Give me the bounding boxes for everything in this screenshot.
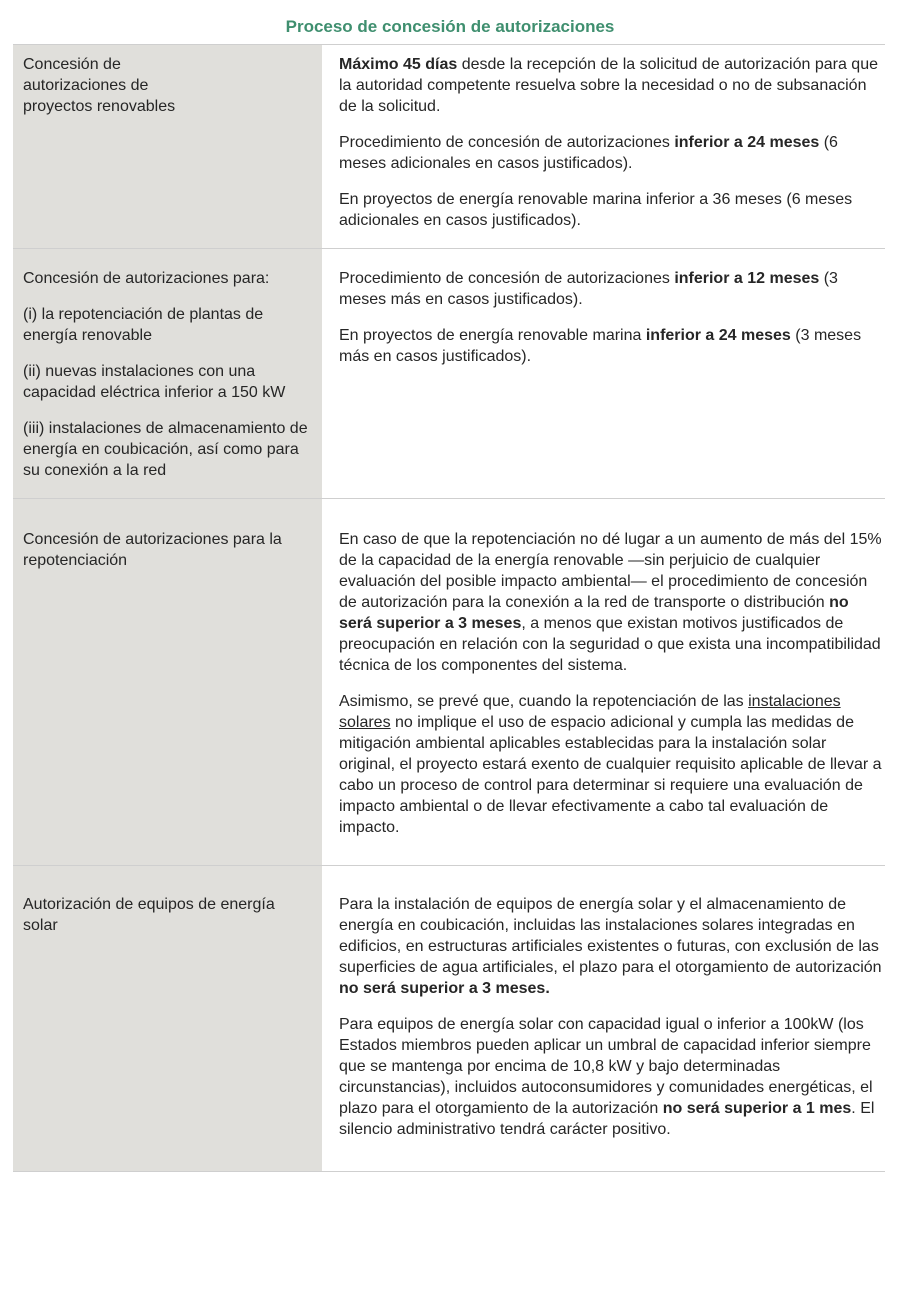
bold-text: no será superior a 1 mes	[662, 1100, 852, 1117]
detail-paragraph	[339, 132, 885, 174]
text: En proyectos de energía renovable marina inferior a 36 meses (6 meses adicionales en casos justificados).	[339, 191, 853, 229]
row-label: Concesión de	[23, 56, 121, 73]
page-title: Proceso de concesión de autorizaciones	[285, 17, 615, 36]
detail-paragraph	[339, 1014, 885, 1140]
bold-text: no será superior a 3 meses	[339, 594, 849, 632]
detail-paragraph	[339, 54, 885, 117]
row-label: Concesión de autorizaciones para:	[23, 270, 270, 287]
text: Procedimiento de concesión de autorizaciones	[339, 134, 675, 151]
authorization-table	[13, 44, 885, 1172]
text: Asimismo, se prevé que, cuando la repotenciación de las	[339, 693, 749, 710]
row-label: (i) la repotenciación de plantas de energía renovable	[23, 306, 264, 344]
detail-paragraph	[339, 894, 885, 999]
row-detail-cell	[322, 249, 885, 499]
text: (6 meses adicionales en casos justificados).	[339, 134, 838, 172]
row-label: proyectos renovables	[23, 98, 176, 115]
bold-text: inferior a 12 meses	[674, 270, 820, 287]
text: (3 meses más en casos justificados).	[339, 270, 838, 308]
row-label-cell	[13, 499, 322, 866]
detail-paragraph	[339, 691, 885, 838]
row-label-cell	[13, 45, 322, 249]
row-label: Concesión de autorizaciones para la repotenciación	[23, 531, 282, 569]
bold-text: Máximo 45 días	[339, 56, 458, 73]
bold-text: inferior a 24 meses	[645, 327, 791, 344]
row-label: (ii) nuevas instalaciones con una capacidad eléctrica inferior a 150 kW	[23, 363, 286, 401]
text: Para la instalación de equipos de energía solar y el almacenamiento de energía en coubicación, incluidas las instalaciones solares integradas en edificios, en estructuras artificiales existentes o futuras, con exclusión de las superficies de agua artificiales, el plazo para el otorgamiento de autorización	[339, 896, 882, 976]
row-detail-cell	[322, 499, 885, 866]
text: En proyectos de energía renovable marina	[339, 327, 646, 344]
row-label-cell	[13, 866, 322, 1172]
table-row	[13, 866, 885, 1172]
table-row	[13, 249, 885, 499]
text: Procedimiento de concesión de autorizaciones	[339, 270, 675, 287]
row-label: autorizaciones de	[23, 77, 149, 94]
detail-paragraph	[339, 325, 885, 367]
bold-text: inferior a 24 meses	[674, 134, 820, 151]
row-label-cell	[13, 249, 322, 499]
table-row	[13, 499, 885, 866]
detail-paragraph	[339, 189, 885, 231]
text: no implique el uso de espacio adicional y cumpla las medidas de mitigación ambiental aplicables establecidas para la instalación solar original, el proyecto estará exento de cualquier requisito aplicable de llevar a cabo un proceso de control para determinar si requiere una evaluación de impacto ambiental o de llevar efectivamente a cabo tal evaluación de impacto.	[339, 714, 882, 836]
row-detail-cell	[322, 45, 885, 249]
text: , a menos que existan motivos justificados de preocupación en relación con la seguridad o que exista una incompatibilidad técnica de los componentes del sistema.	[339, 615, 881, 674]
row-detail-cell	[322, 866, 885, 1172]
detail-paragraph	[339, 529, 885, 676]
text: . El silencio administrativo tendrá carácter positivo.	[339, 1100, 875, 1138]
row-label: (iii) instalaciones de almacenamiento de energía en coubicación, así como para su conexión a la red	[23, 420, 308, 479]
table-row	[13, 45, 885, 249]
row-label: Autorización de equipos de energía solar	[23, 896, 275, 934]
bold-text: no será superior a 3 meses.	[339, 980, 550, 997]
text: Para equipos de energía solar con capacidad igual o inferior a 100kW (los Estados miembros pueden aplicar un umbral de capacidad inferior siempre que se mantenga por encima de 10,8 kW y bajo determinadas circunstancias), incluidos autoconsumidores y comunidades energéticas, el plazo para el otorgamiento de la autorización	[339, 1016, 873, 1117]
solar-installations-link[interactable]: instalaciones solares	[339, 693, 841, 731]
text: (3 meses más en casos justificados).	[339, 327, 862, 365]
text: desde la recepción de la solicitud de autorización para que la autoridad competente resuelva sobre la necesidad o no de subsanación de la solicitud.	[339, 56, 878, 115]
text: En caso de que la repotenciación no dé lugar a un aumento de más del 15% de la capacidad de la energía renovable —sin perjuicio de cualquier evaluación del posible impacto ambiental— el procedimiento de concesión de autorización para la conexión a la red de transporte o distribución	[339, 531, 882, 611]
detail-paragraph	[339, 268, 885, 310]
